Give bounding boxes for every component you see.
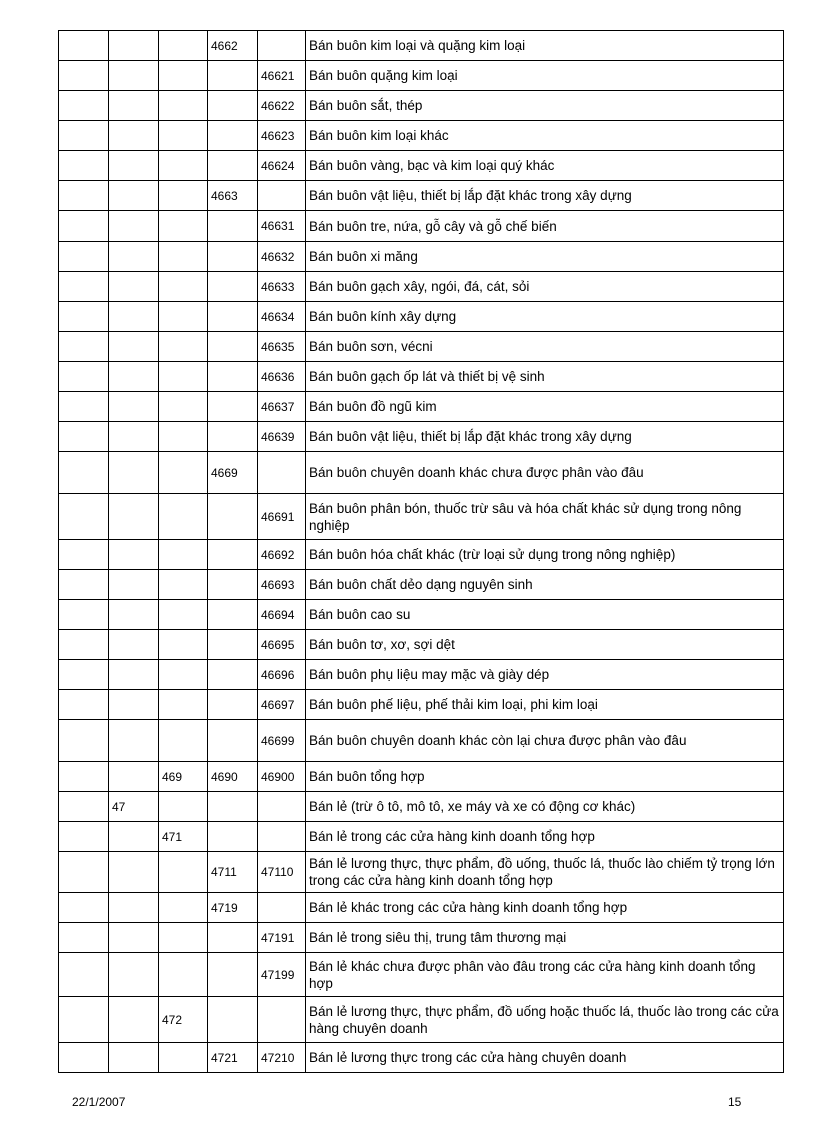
table-row	[59, 570, 784, 600]
description-cell: Bán buôn vật liệu, thiết bị lắp đặt khác trong xây dựng	[306, 422, 784, 452]
level3-cell	[159, 540, 208, 570]
level3-cell	[159, 31, 208, 61]
description-cell: Bán buôn chuyên doanh khác chưa được phân vào đâu	[306, 452, 784, 494]
level2-cell	[109, 630, 159, 660]
level1-cell	[59, 151, 109, 181]
table-row	[59, 953, 784, 997]
level2-cell	[109, 893, 159, 923]
level5-cell: 46623	[258, 121, 306, 151]
level2-cell	[109, 392, 159, 422]
table-row	[59, 452, 784, 494]
level3-cell	[159, 422, 208, 452]
level4-cell	[208, 211, 258, 242]
level4-cell	[208, 332, 258, 362]
level2-cell	[109, 121, 159, 151]
level5-cell: 46697	[258, 690, 306, 720]
level3-cell: 471	[159, 822, 208, 852]
description-cell: Bán lẻ khác trong các cửa hàng kinh doanh tổng hợp	[306, 893, 784, 923]
level2-cell	[109, 452, 159, 494]
level3-cell	[159, 272, 208, 302]
level2-cell	[109, 91, 159, 121]
level3-cell	[159, 181, 208, 211]
level1-cell	[59, 630, 109, 660]
table-row	[59, 762, 784, 792]
industry-code-table	[58, 30, 784, 1073]
level4-cell	[208, 953, 258, 997]
level3-cell	[159, 494, 208, 540]
level5-cell: 46693	[258, 570, 306, 600]
level1-cell	[59, 540, 109, 570]
table-row	[59, 494, 784, 540]
description-cell: Bán lẻ lương thực, thực phẩm, đồ uống, thuốc lá, thuốc lào chiếm tỷ trọng lớn trong các cửa hàng kinh doanh tổng hợp	[306, 852, 784, 893]
level3-cell	[159, 61, 208, 91]
description-cell: Bán buôn gạch xây, ngói, đá, cát, sỏi	[306, 272, 784, 302]
level4-cell	[208, 660, 258, 690]
table-row	[59, 181, 784, 211]
level2-cell	[109, 690, 159, 720]
level5-cell	[258, 893, 306, 923]
level1-cell	[59, 392, 109, 422]
level5-cell	[258, 452, 306, 494]
level4-cell	[208, 630, 258, 660]
table-row	[59, 630, 784, 660]
level5-cell: 46695	[258, 630, 306, 660]
level1-cell	[59, 792, 109, 822]
level1-cell	[59, 570, 109, 600]
description-cell: Bán lẻ lương thực, thực phẩm, đồ uống hoặc thuốc lá, thuốc lào trong các cửa hàng chuyên doanh	[306, 997, 784, 1043]
level3-cell	[159, 720, 208, 762]
level4-cell: 4721	[208, 1043, 258, 1073]
table-row	[59, 690, 784, 720]
description-cell: Bán lẻ khác chưa được phân vào đâu trong các cửa hàng kinh doanh tổng hợp	[306, 953, 784, 997]
level5-cell: 46900	[258, 762, 306, 792]
description-cell: Bán buôn kim loại khác	[306, 121, 784, 151]
level1-cell	[59, 997, 109, 1043]
level3-cell	[159, 792, 208, 822]
level4-cell	[208, 121, 258, 151]
level4-cell	[208, 242, 258, 272]
level3-cell	[159, 600, 208, 630]
level1-cell	[59, 494, 109, 540]
table-row	[59, 332, 784, 362]
table-body	[59, 31, 784, 1073]
level1-cell	[59, 302, 109, 332]
level2-cell	[109, 211, 159, 242]
level5-cell: 47210	[258, 1043, 306, 1073]
level4-cell: 4662	[208, 31, 258, 61]
level3-cell	[159, 392, 208, 422]
level1-cell	[59, 332, 109, 362]
table-row	[59, 720, 784, 762]
level3-cell	[159, 690, 208, 720]
level2-cell	[109, 570, 159, 600]
level5-cell	[258, 31, 306, 61]
table-row	[59, 1043, 784, 1073]
level1-cell	[59, 91, 109, 121]
description-cell: Bán buôn quặng kim loại	[306, 61, 784, 91]
level4-cell	[208, 392, 258, 422]
description-cell: Bán buôn sắt, thép	[306, 91, 784, 121]
level1-cell	[59, 822, 109, 852]
description-cell: Bán buôn chuyên doanh khác còn lại chưa được phân vào đâu	[306, 720, 784, 762]
description-cell: Bán buôn sơn, vécni	[306, 332, 784, 362]
level5-cell	[258, 792, 306, 822]
level4-cell	[208, 690, 258, 720]
level2-cell	[109, 494, 159, 540]
table-row	[59, 392, 784, 422]
description-cell: Bán buôn đồ ngũ kim	[306, 392, 784, 422]
level2-cell	[109, 953, 159, 997]
level5-cell: 47191	[258, 923, 306, 953]
description-cell: Bán buôn tơ, xơ, sợi dệt	[306, 630, 784, 660]
level4-cell	[208, 272, 258, 302]
description-cell: Bán buôn cao su	[306, 600, 784, 630]
level5-cell: 46694	[258, 600, 306, 630]
level3-cell	[159, 1043, 208, 1073]
level2-cell	[109, 151, 159, 181]
table-row	[59, 302, 784, 332]
level3-cell	[159, 91, 208, 121]
table-row	[59, 792, 784, 822]
level4-cell	[208, 570, 258, 600]
table-row	[59, 923, 784, 953]
level3-cell	[159, 211, 208, 242]
level1-cell	[59, 181, 109, 211]
level3-cell	[159, 953, 208, 997]
description-cell: Bán buôn gạch ốp lát và thiết bị vệ sinh	[306, 362, 784, 392]
description-cell: Bán buôn vàng, bạc và kim loại quý khác	[306, 151, 784, 181]
level3-cell	[159, 242, 208, 272]
level5-cell	[258, 822, 306, 852]
level3-cell	[159, 121, 208, 151]
level1-cell	[59, 690, 109, 720]
description-cell: Bán buôn hóa chất khác (trừ loại sử dụng trong nông nghiệp)	[306, 540, 784, 570]
level1-cell	[59, 422, 109, 452]
level5-cell	[258, 181, 306, 211]
level4-cell: 4669	[208, 452, 258, 494]
level3-cell	[159, 452, 208, 494]
level3-cell	[159, 362, 208, 392]
level2-cell	[109, 242, 159, 272]
level4-cell	[208, 422, 258, 452]
table-row	[59, 997, 784, 1043]
level5-cell: 46624	[258, 151, 306, 181]
page-number: 15	[728, 1095, 742, 1109]
level5-cell: 46635	[258, 332, 306, 362]
level5-cell	[258, 997, 306, 1043]
level4-cell	[208, 494, 258, 540]
level1-cell	[59, 121, 109, 151]
level4-cell	[208, 822, 258, 852]
level4-cell	[208, 61, 258, 91]
level2-cell	[109, 540, 159, 570]
level1-cell	[59, 211, 109, 242]
level2-cell	[109, 332, 159, 362]
level2-cell	[109, 272, 159, 302]
level1-cell	[59, 1043, 109, 1073]
level2-cell	[109, 852, 159, 893]
table-row	[59, 540, 784, 570]
level2-cell	[109, 61, 159, 91]
level1-cell	[59, 600, 109, 630]
level5-cell: 46637	[258, 392, 306, 422]
table-row	[59, 362, 784, 392]
description-cell: Bán lẻ (trừ ô tô, mô tô, xe máy và xe có động cơ khác)	[306, 792, 784, 822]
description-cell: Bán buôn phụ liệu may mặc và giày dép	[306, 660, 784, 690]
description-cell: Bán buôn kính xây dựng	[306, 302, 784, 332]
level3-cell	[159, 302, 208, 332]
level2-cell	[109, 31, 159, 61]
level4-cell	[208, 792, 258, 822]
level5-cell: 46639	[258, 422, 306, 452]
description-cell: Bán buôn kim loại và quặng kim loại	[306, 31, 784, 61]
level4-cell: 4690	[208, 762, 258, 792]
level4-cell	[208, 151, 258, 181]
table-row	[59, 272, 784, 302]
level2-cell	[109, 997, 159, 1043]
table-row	[59, 822, 784, 852]
level2-cell	[109, 923, 159, 953]
level1-cell	[59, 242, 109, 272]
level5-cell: 46633	[258, 272, 306, 302]
level4-cell	[208, 540, 258, 570]
description-cell: Bán buôn vật liệu, thiết bị lắp đặt khác trong xây dựng	[306, 181, 784, 211]
description-cell: Bán buôn tre, nứa, gỗ cây và gỗ chế biến	[306, 211, 784, 242]
description-cell: Bán buôn phế liệu, phế thải kim loại, phi kim loại	[306, 690, 784, 720]
description-cell: Bán lẻ trong các cửa hàng kinh doanh tổng hợp	[306, 822, 784, 852]
level1-cell	[59, 660, 109, 690]
level4-cell	[208, 720, 258, 762]
description-cell: Bán lẻ trong siêu thị, trung tâm thương mại	[306, 923, 784, 953]
level2-cell	[109, 720, 159, 762]
level2-cell	[109, 1043, 159, 1073]
table-row	[59, 31, 784, 61]
table-row	[59, 61, 784, 91]
level5-cell: 47199	[258, 953, 306, 997]
table-row	[59, 422, 784, 452]
table-row	[59, 660, 784, 690]
level2-cell	[109, 422, 159, 452]
level4-cell	[208, 600, 258, 630]
level3-cell	[159, 893, 208, 923]
description-cell: Bán buôn tổng hợp	[306, 762, 784, 792]
level1-cell	[59, 720, 109, 762]
level5-cell: 46631	[258, 211, 306, 242]
level3-cell	[159, 660, 208, 690]
description-cell: Bán buôn phân bón, thuốc trừ sâu và hóa chất khác sử dụng trong nông nghiệp	[306, 494, 784, 540]
table-row	[59, 852, 784, 893]
level2-cell	[109, 600, 159, 630]
level3-cell	[159, 852, 208, 893]
level5-cell: 46632	[258, 242, 306, 272]
level2-cell: 47	[109, 792, 159, 822]
level2-cell	[109, 762, 159, 792]
level1-cell	[59, 852, 109, 893]
level4-cell	[208, 997, 258, 1043]
level4-cell	[208, 362, 258, 392]
level3-cell	[159, 570, 208, 600]
level4-cell	[208, 91, 258, 121]
level3-cell	[159, 332, 208, 362]
level3-cell: 472	[159, 997, 208, 1043]
level1-cell	[59, 452, 109, 494]
level5-cell: 46696	[258, 660, 306, 690]
level4-cell: 4663	[208, 181, 258, 211]
table-row	[59, 600, 784, 630]
table-row	[59, 893, 784, 923]
level1-cell	[59, 31, 109, 61]
description-cell: Bán buôn chất dẻo dạng nguyên sinh	[306, 570, 784, 600]
level1-cell	[59, 362, 109, 392]
level5-cell: 46699	[258, 720, 306, 762]
level2-cell	[109, 181, 159, 211]
level5-cell: 47110	[258, 852, 306, 893]
level5-cell: 46634	[258, 302, 306, 332]
table-row	[59, 242, 784, 272]
level1-cell	[59, 61, 109, 91]
level5-cell: 46636	[258, 362, 306, 392]
table-row	[59, 121, 784, 151]
description-cell: Bán buôn xi măng	[306, 242, 784, 272]
level4-cell	[208, 302, 258, 332]
level4-cell: 4711	[208, 852, 258, 893]
table-row	[59, 151, 784, 181]
footer-date: 22/1/2007	[72, 1095, 126, 1109]
level5-cell: 46622	[258, 91, 306, 121]
level5-cell: 46691	[258, 494, 306, 540]
level1-cell	[59, 953, 109, 997]
level5-cell: 46621	[258, 61, 306, 91]
table-row	[59, 91, 784, 121]
table-row	[59, 211, 784, 242]
level1-cell	[59, 893, 109, 923]
level2-cell	[109, 822, 159, 852]
level1-cell	[59, 923, 109, 953]
level4-cell	[208, 923, 258, 953]
level1-cell	[59, 272, 109, 302]
level3-cell: 469	[159, 762, 208, 792]
level2-cell	[109, 660, 159, 690]
description-cell: Bán lẻ lương thực trong các cửa hàng chuyên doanh	[306, 1043, 784, 1073]
level3-cell	[159, 151, 208, 181]
level1-cell	[59, 762, 109, 792]
level4-cell: 4719	[208, 893, 258, 923]
level2-cell	[109, 302, 159, 332]
level5-cell: 46692	[258, 540, 306, 570]
level3-cell	[159, 923, 208, 953]
level3-cell	[159, 630, 208, 660]
level2-cell	[109, 362, 159, 392]
